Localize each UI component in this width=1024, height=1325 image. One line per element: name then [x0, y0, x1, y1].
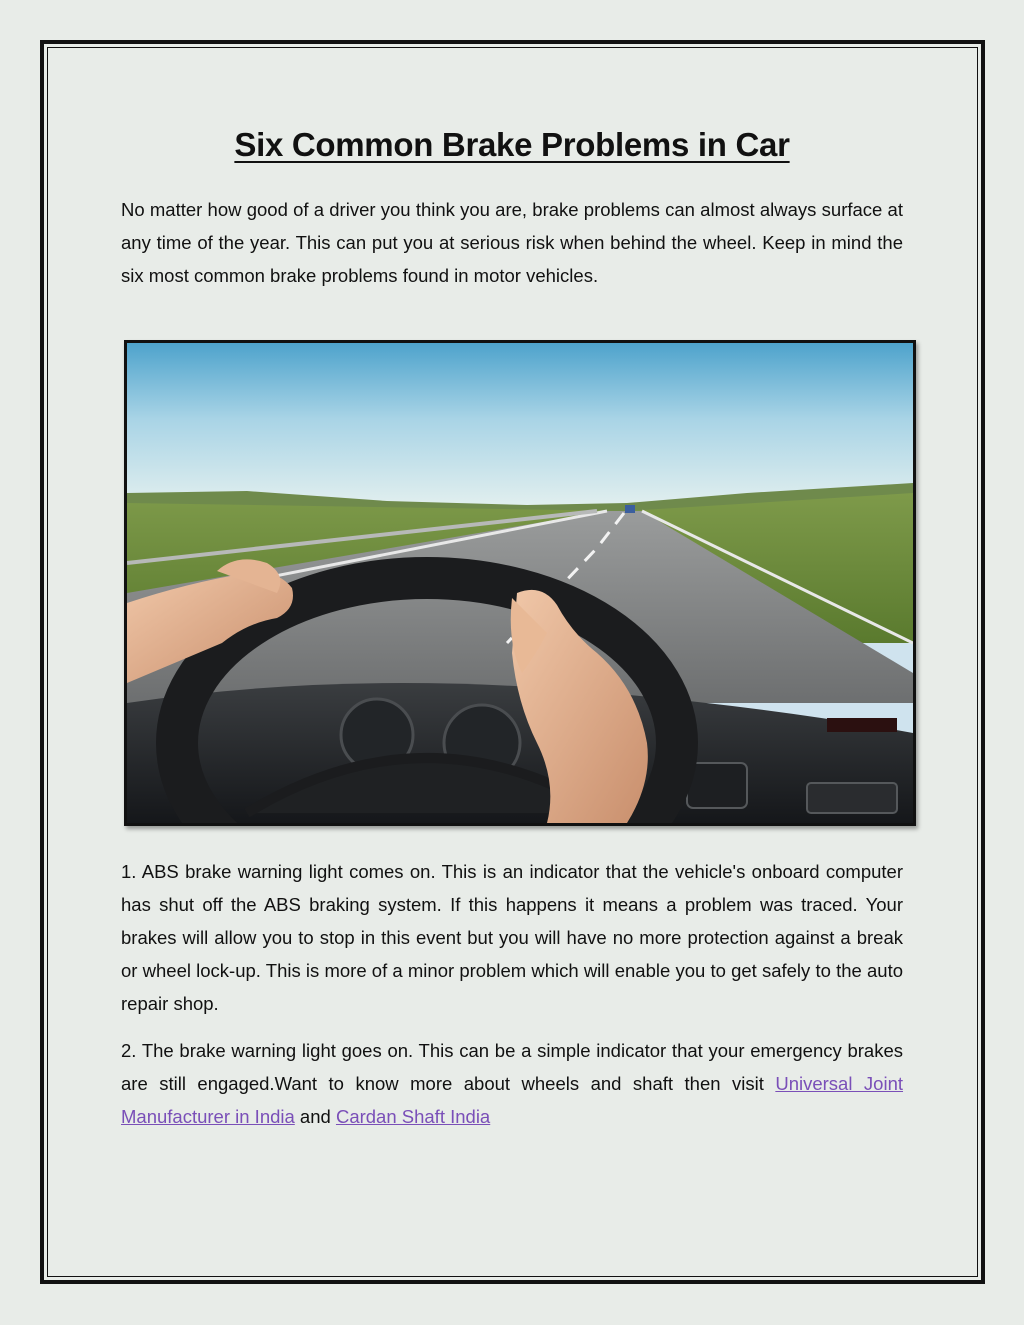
universal-joint-link[interactable]: Universal Joint Manufacturer in India	[121, 1073, 904, 1127]
and-text: and	[294, 1106, 336, 1127]
point-2-paragraph	[121, 1034, 903, 1133]
point-1-paragraph: 1. ABS brake warning light comes on. This is an indicator that the vehicle's onboard computer has shut off the ABS braking system. If this happens it means a problem was traced. Your brakes will allow you to stop in this event but you will have no more protection against a break or wheel lock-up. This is more of a minor problem which will enable you to get safely to the auto repair shop.	[121, 861, 903, 1014]
driving-photo	[124, 340, 916, 826]
point-2-text: 2. The brake warning light goes on. This can be a simple indicator that your emergency brakes are still engaged.Want to know more about wheels and shaft then visit	[121, 1040, 903, 1094]
driving-photo-illustration	[127, 343, 913, 823]
cardan-shaft-link[interactable]: Cardan Shaft India	[335, 1106, 491, 1127]
intro-paragraph: No matter how good of a driver you think you are, brake problems can almost always surface at any time of the year. This can put you at serious risk when behind the wheel. Keep in mind the six most common brake problems found in motor vehicles.	[121, 199, 903, 286]
page-title: Six Common Brake Problems in Car	[234, 126, 790, 163]
